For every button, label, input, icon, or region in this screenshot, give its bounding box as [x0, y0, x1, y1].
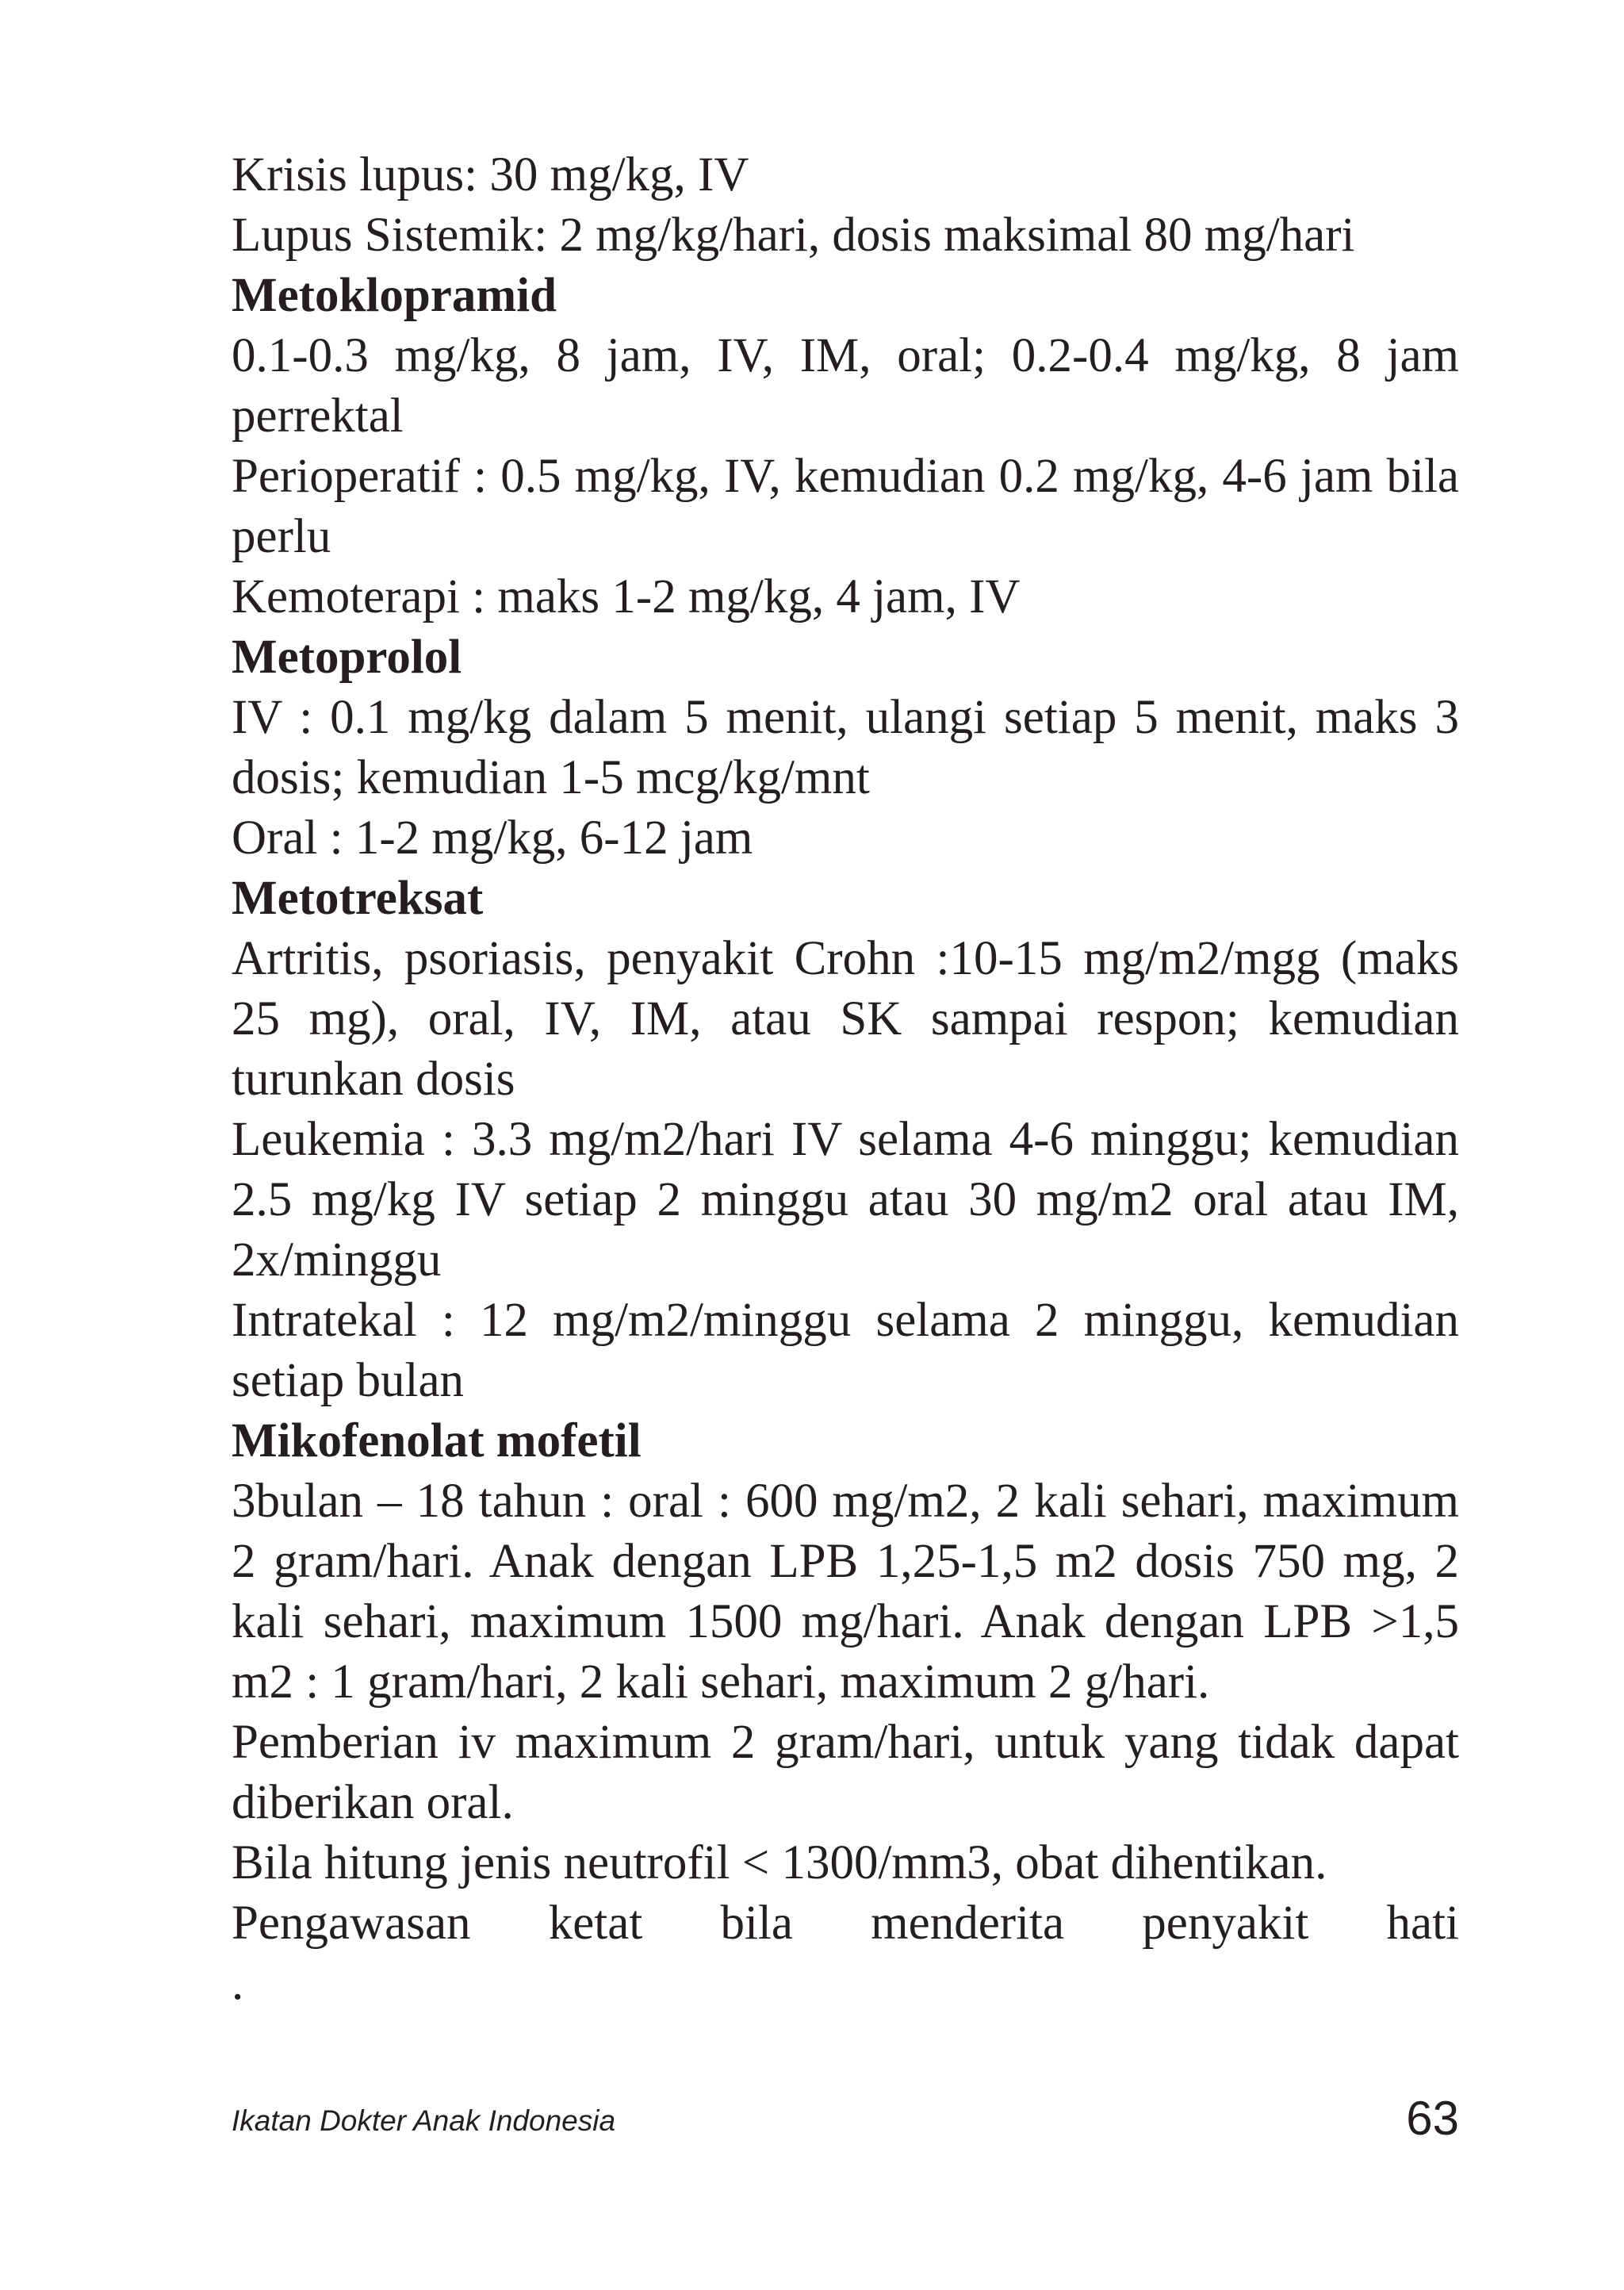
paragraph: 3bulan – 18 tahun : oral : 600 mg/m2, 2 kali sehari, maximum 2 gram/hari. Anak dengan LPB 1,25-1,5 m2 dosis 750 mg, 2 kali sehari, maximum 1500 mg/hari. Anak dengan LPB >1,5 m2 : 1 gram/hari, 2 kali sehari, maximum 2 g/hari.: [232, 1475, 1459, 1709]
text-line: Lupus Sistemik: 2 mg/kg/hari, dosis maksimal 80 mg/hari: [232, 209, 1355, 262]
paragraph: Intratekal : 12 mg/m2/minggu selama 2 minggu, kemudian setiap bulan: [232, 1294, 1459, 1407]
paragraph: Kemoterapi : maks 1-2 mg/kg, 4 jam, IV: [232, 570, 1021, 623]
footer-publisher: Ikatan Dokter Anak Indonesia: [232, 2104, 616, 2137]
drug-heading-mikofenolat: Mikofenolat mofetil: [232, 1414, 642, 1467]
paragraph: Pengawasan ketat bila menderita penyakit hati: [232, 1897, 1459, 1950]
page-number: 63: [1406, 2092, 1459, 2145]
paragraph: Oral : 1-2 mg/kg, 6-12 jam: [232, 811, 753, 865]
page-body: [232, 145, 1459, 2014]
drug-heading-metoklopramid: Metoklopramid: [232, 269, 557, 322]
drug-heading-metotreksat: Metotreksat: [232, 872, 484, 925]
paragraph: Artritis, psoriasis, penyakit Crohn :10-15 mg/m2/mgg (maks 25 mg), oral, IV, IM, atau SK sampai respon; kemudian turunkan dosis: [232, 932, 1459, 1106]
paragraph: Leukemia : 3.3 mg/m2/hari IV selama 4-6 minggu; kemudian 2.5 mg/kg IV setiap 2 minggu atau 30 mg/m2 oral atau IM, 2x/minggu: [232, 1113, 1459, 1287]
paragraph: Bila hitung jenis neutrofil < 1300/mm3, obat dihentikan.: [232, 1836, 1327, 1889]
paragraph: IV : 0.1 mg/kg dalam 5 menit, ulangi setiap 5 menit, maks 3 dosis; kemudian 1-5 mcg/kg/mnt: [232, 691, 1459, 804]
drug-heading-metoprolol: Metoprolol: [232, 631, 462, 684]
paragraph: Perioperatif : 0.5 mg/kg, IV, kemudian 0.2 mg/kg, 4-6 jam bila perlu: [232, 450, 1459, 563]
trailing-dot: .: [232, 1957, 244, 2010]
paragraph: 0.1-0.3 mg/kg, 8 jam, IV, IM, oral; 0.2-0.4 mg/kg, 8 jam perrektal: [232, 329, 1459, 443]
paragraph: Pemberian iv maximum 2 gram/hari, untuk yang tidak dapat diberikan oral.: [232, 1716, 1459, 1829]
text-line: Krisis lupus: 30 mg/kg, IV: [232, 148, 749, 201]
